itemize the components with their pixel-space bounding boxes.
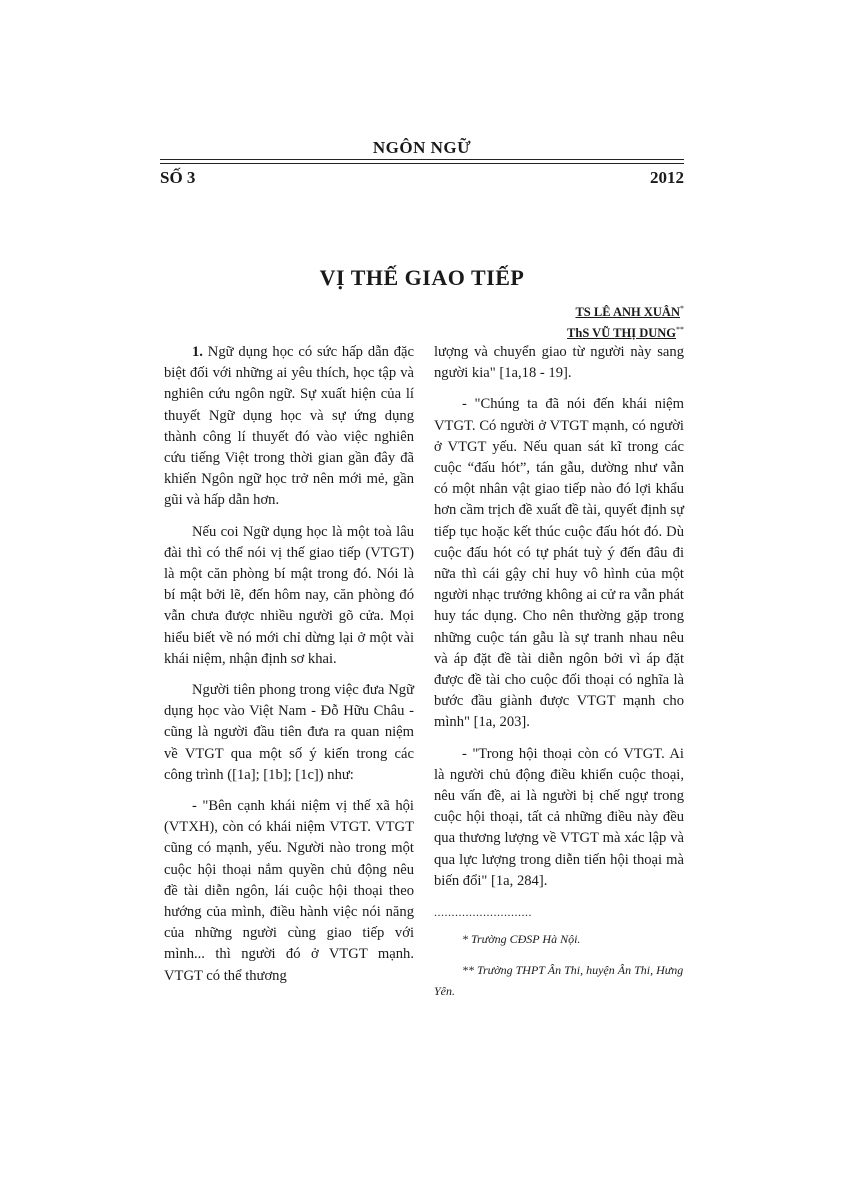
author-1-name: TS LÊ ANH XUÂN	[575, 305, 680, 320]
paragraph-intro-text: Ngữ dụng học có sức hấp dẫn đặc biệt đối với những ai yêu thích, học tập và nghiên cứu ngôn ngữ. Sự xuất hiện của lí thuyết Ngữ dụng học và sự ứng dụng thành công lí thuyết đó vào việc nghiên cứu tiếng Việt trong thời gian gần đây đã khiến Ngôn ngữ học trở nên mới mẻ, gần gũi và hấp dẫn hơn.	[164, 344, 414, 509]
header-rule-top	[160, 159, 684, 160]
paragraph-continued: lượng và chuyển giao từ người này sang người kia" [1a,18 - 19].	[434, 344, 684, 382]
footnote-1: * Trường CĐSP Hà Nội.	[462, 932, 581, 947]
footnote-separator: ............................	[434, 905, 532, 920]
author-2-name: ThS VŨ THỊ DUNG	[567, 326, 676, 341]
quote-paragraph: - "Bên cạnh khái niệm vị thế xã hội (VTXH), còn có khái niệm VTGT. VTGT cũng có mạnh, yếu. Người nào trong một cuộc hội thoại nắm quyền chủ động nêu đề tài diễn ngôn, lái cuộc hội thoại theo hướng của mình, điều hành việc nói năng của những người cùng giao tiếp với mình... thì người đó ở VTGT mạnh. VTGT có thể thương	[164, 798, 414, 984]
article-title: VỊ THẾ GIAO TIẾP	[319, 265, 525, 290]
paragraph-intro	[164, 342, 414, 512]
journal-name: NGÔN NGỮ	[372, 138, 472, 157]
paragraph: Nếu coi Ngữ dụng học là một toà lâu đài thì có thể nói vị thế giao tiếp (VTGT) là một căn phòng bí mật trong đó. Nói là bí mật bởi lẽ, đến hôm nay, căn phòng đó vẫn chưa được nhiều người gõ cửa. Mọi hiểu biết về nó mới chỉ dừng lại ở một vài khái niệm, nhận định sơ khai.	[164, 523, 414, 667]
quote-paragraph: - "Trong hội thoại còn có VTGT. Ai là người chủ động điều khiển cuộc thoại, nêu vấn đề, ai là người bị chế ngự trong cuộc hội thoại, tất cả những điều này đều qua thương lượng về VTGT mà xác lập và qua lực lượng trong diễn tiến hội thoại mà biến đổi" [1a, 284].	[434, 745, 684, 889]
author-1	[420, 300, 684, 321]
paragraph: Người tiên phong trong việc đưa Ngữ dụng học vào Việt Nam - Đỗ Hữu Châu - cũng là người đầu tiên đưa ra quan niệm về VTGT qua một số ý kiến trong các công trình ([1a]; [1b]; [1c]) như:	[164, 682, 414, 783]
footnote-2: ** Trường THPT Ân Thi, huyện Ân Thi, Hưng Yên.	[434, 963, 684, 999]
header-rule-bottom	[160, 163, 684, 164]
section-number: 1.	[192, 344, 203, 360]
right-column	[434, 342, 684, 1012]
author-2-mark: **	[676, 325, 684, 335]
issue-number: SỐ 3	[160, 168, 196, 187]
author-2	[420, 321, 684, 342]
author-1-mark: *	[680, 304, 684, 313]
quote-paragraph: - "Chúng ta đã nói đến khái niệm VTGT. Có người ở VTGT mạnh, có người ở VTGT yếu. Nếu quan sát kĩ trong các cuộc “đấu hót”, tán gẫu, dường như vẫn có một nhân vật giao tiếp nào đó lợi khẩu hơn cầm trịch đề xuất đề tài, quyết định sự tiếp tục hoặc kết thúc cuộc đấu hót đó. Dù cuộc đấu hót có tự phát tuỳ ý đến đâu đi nữa thì cái gậy chỉ huy vô hình của một người nhạc trưởng không ai cử ra vẫn phát huy tác dụng. Cho nên thường gặp trong những cuộc tán gẫu là sự tranh nhau nêu và áp đặt đề tài diễn ngôn bởi vì áp đặt được đề tài cho cuộc đối thoại có nghĩa là bước đầu giành được VTGT mạnh cho mình" [1a, 203].	[434, 396, 684, 731]
author-list	[420, 300, 684, 342]
issue-year: 2012	[650, 168, 684, 187]
left-column	[164, 342, 414, 997]
